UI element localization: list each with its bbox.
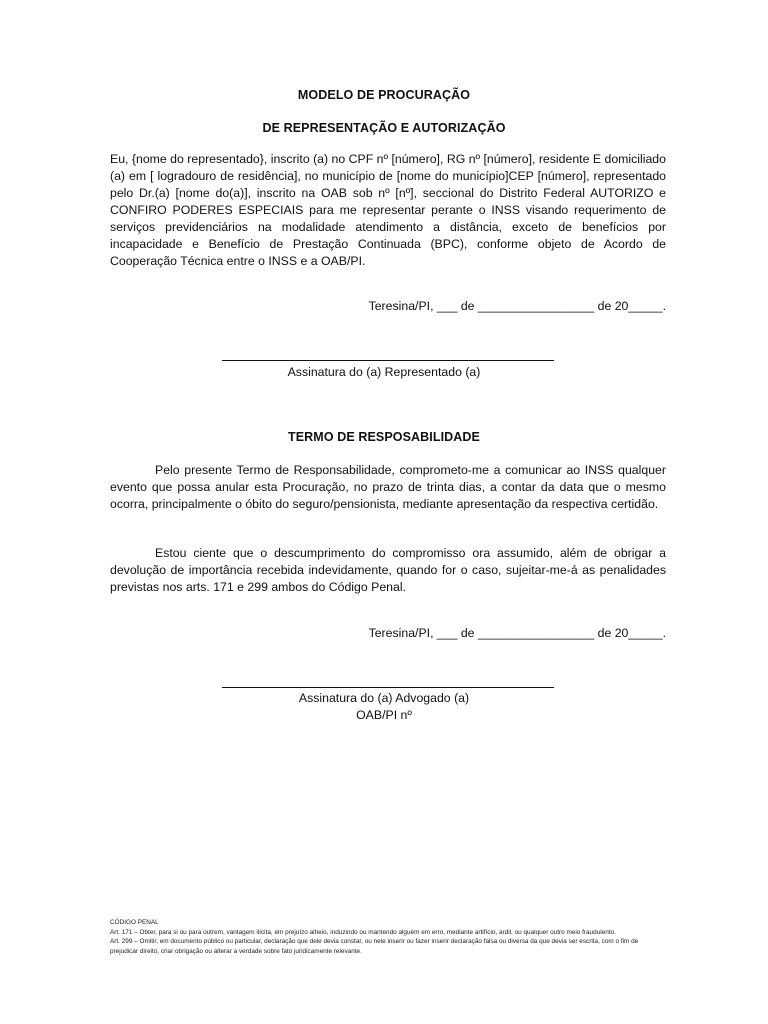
footnote-heading: CÓDIGO PENAL [110, 919, 159, 926]
term-title: TERMO DE RESPOSABILIDADE [288, 430, 480, 444]
term-paragraph-2: Estou ciente que o descumprimento do compromisso ora assumido, além de obrigar a devolução de importância recebida indevidamente, quando for o caso, sujeitar-me-á as penalidades previstas nos arts. 171 e 299 ambos do Código Penal. [110, 546, 666, 594]
signature-label-represented: Assinatura do (a) Representado (a) [287, 365, 481, 379]
footnote-art-171: Art. 171 – Obter, para si ou para outrem, vantagem ilícita, em prejuízo alheio, induzindo ou mantendo alguém em erro, mediante artifício, ardil, ou qualquer outro meio fraudulento. [110, 928, 616, 936]
document-subtitle: DE REPRESENTAÇÃO E AUTORIZAÇÃO [262, 121, 506, 135]
signature-oab-label: OAB/PI nº [356, 708, 412, 722]
signature-line-lawyer [222, 687, 554, 688]
authorization-paragraph: Eu, {nome do representado}, inscrito (a) no CPF nº [número], RG nº [número], residente E domiciliado (a) em [ logradouro de residência], no município de [nome do município]CEP [número], representado pelo Dr.(a) [nome do(a)], inscrito na OAB sob nº [nº], seccional do Distrito Federal AUTORIZO e CONFIRO PODERES ESPECIAIS para me representar perante o INSS visando requerimento de serviços previdenciários na modalidade atendimento a distância, exceto de benefícios por incapacidade e Benefício de Prestação Continuada (BPC), conforme objeto de Acordo de Cooperação Técnica entre o INSS e a OAB/PI. [110, 152, 666, 268]
date-line-1: Teresina/PI, ___ de _________________ de 20_____. [368, 299, 666, 313]
footnote-art-299: Art. 299 – Omitir, em documento público ou particular, declaração que dele devia constar, ou nele inserir ou fazer inserir declaração falsa ou diversa da que devia ser escrita, com o fim de prejudicar direito, criar obrigação ou alterar a verdade sobre fato juridicamente relevante. [110, 938, 639, 955]
signature-label-lawyer: Assinatura do (a) Advogado (a) [298, 691, 470, 705]
document-title: MODELO DE PROCURAÇÃO [297, 88, 471, 102]
signature-line-represented [222, 360, 554, 361]
penal-code-footnote [110, 918, 666, 956]
term-paragraph-1: Pelo presente Termo de Responsabilidade, comprometo-me a comunicar ao INSS qualquer evento que possa anular esta Procuração, no prazo de trinta dias, a contar da data que o mesmo ocorra, principalmente o óbito do seguro/pensionista, mediante apresentação da respectiva certidão. [110, 463, 666, 511]
date-line-2: Teresina/PI, ___ de _________________ de 20_____. [368, 626, 666, 640]
